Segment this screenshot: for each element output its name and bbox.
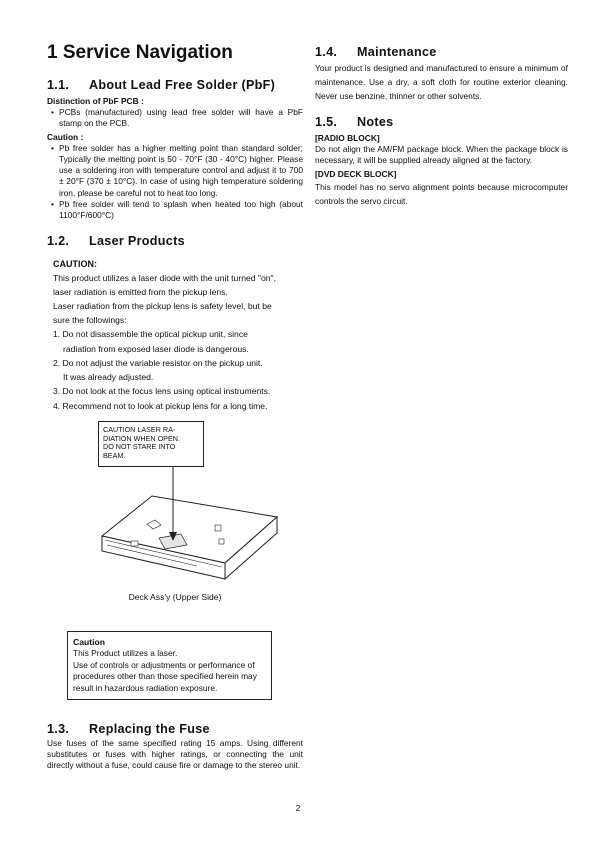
left-column (47, 40, 303, 772)
text-line: 3. Do not look at the focus lens using optical instruments. (53, 386, 271, 397)
text-line: This product utilizes a laser diode with the unit turned "on", (53, 272, 276, 283)
section-title: About Lead Free Solder (PbF) (89, 78, 276, 92)
distinction-list (47, 107, 303, 130)
section-number: 1.2. (47, 233, 70, 248)
text-line: procedures other than those specified herein may (73, 671, 257, 682)
section-number: 1.3. (47, 721, 70, 736)
label-line: DIATION WHEN OPEN. (103, 433, 180, 443)
section-1-5-heading (315, 113, 568, 131)
radio-block-label: [RADIO BLOCK] (315, 133, 380, 143)
fuse-paragraph: Use fuses of the same specified rating 15 amps. Using different substitutes or fuses with higher ratings, or connecting the unit directly without a fuse, could cause fire or damage to the stereo unit. (47, 737, 303, 771)
distinction-label: Distinction of PbF PCB : (47, 96, 144, 106)
section-title: Maintenance (357, 45, 437, 59)
page-number: 2 (295, 803, 301, 813)
list-item: • Pb free solder will tend to splash when heated too high (about 1100°F/600°C) (47, 199, 303, 222)
laser-caution-caption: CAUTION: (53, 258, 97, 269)
section-title: Laser Products (89, 233, 185, 248)
laser-caution-text (47, 258, 303, 413)
radio-block-paragraph: Do not align the AM/FM package block. When the package block is necessary, it will be supplied already aligned at the factory. (315, 144, 568, 166)
maintenance-paragraph: Your product is designed and manufactured to ensure a minimum of maintenance. Use a dry, a soft cloth for routine exterior cleaning. Never use benzine, thinner or other solvents. (315, 63, 568, 101)
text-line: laser radiation is emitted from the pickup lens. (53, 286, 228, 297)
caution-list (47, 143, 303, 222)
text-line: sure the followings: (53, 315, 127, 326)
text-line: 2. Do not adjust the variable resistor on the pickup unit. (53, 357, 263, 368)
section-1-2-heading (47, 232, 303, 250)
figure-caption: Deck Ass'y (Upper Side) (128, 591, 222, 602)
page-title: 1 Service Navigation (47, 42, 233, 63)
text-line: radiation from exposed laser diode is dangerous. (63, 343, 249, 354)
caution-label: Caution : (47, 131, 84, 142)
text-line: result in hazardous radiation exposure. (73, 683, 218, 694)
label-line: DO NOT STARE INTO (103, 442, 176, 452)
section-1-1-heading (47, 76, 303, 94)
list-item: • PCBs (manufactured) using lead free solder will have a PbF stamp on the PCB. (47, 107, 303, 130)
section-title: Replacing the Fuse (89, 721, 210, 736)
text-line: Laser radiation from the pickup lens is safety level, but be (53, 301, 272, 312)
section-title: Notes (357, 115, 394, 129)
dvd-deck-block-paragraph: This model has no servo alignment points because microcomputer controls the servo circuit. (315, 181, 568, 206)
text-line: Use of controls or adjustments or performance of (73, 659, 255, 670)
right-column (315, 43, 568, 208)
section-1-3-heading (47, 720, 303, 738)
laser-caution-box (67, 631, 272, 700)
deck-figure (47, 421, 303, 621)
text-line: 4. Recommend not to look at pickup lens for a long time. (53, 400, 268, 411)
section-1-4-heading (315, 43, 568, 61)
text-line: It was already adjusted. (63, 372, 154, 383)
section-number: 1.4. (315, 45, 338, 59)
text-line: This Product utilizes a laser. (73, 647, 178, 658)
section-number: 1.5. (315, 115, 338, 129)
laser-warning-label (98, 421, 204, 467)
list-item: • Pb free solder has a higher melting point than standard solder; Typically the melting point is 50 - 70°F (30 - 40°C) higher. Please use a soldering iron with temperature control and adjust it to 700 ± 20°F (370 ± 10°C). In case of using high temperature soldering iron, please be careful not to heat too long. (47, 143, 303, 199)
label-line: CAUTION LASER RA- (103, 424, 176, 434)
text-line: 1. Do not disassemble the optical pickup unit, since (53, 329, 248, 340)
caution-box-title: Caution (73, 636, 105, 647)
label-line: BEAM. (103, 451, 126, 461)
dvd-deck-block-label: [DVD DECK BLOCK] (315, 168, 397, 179)
section-number: 1.1. (47, 78, 70, 92)
